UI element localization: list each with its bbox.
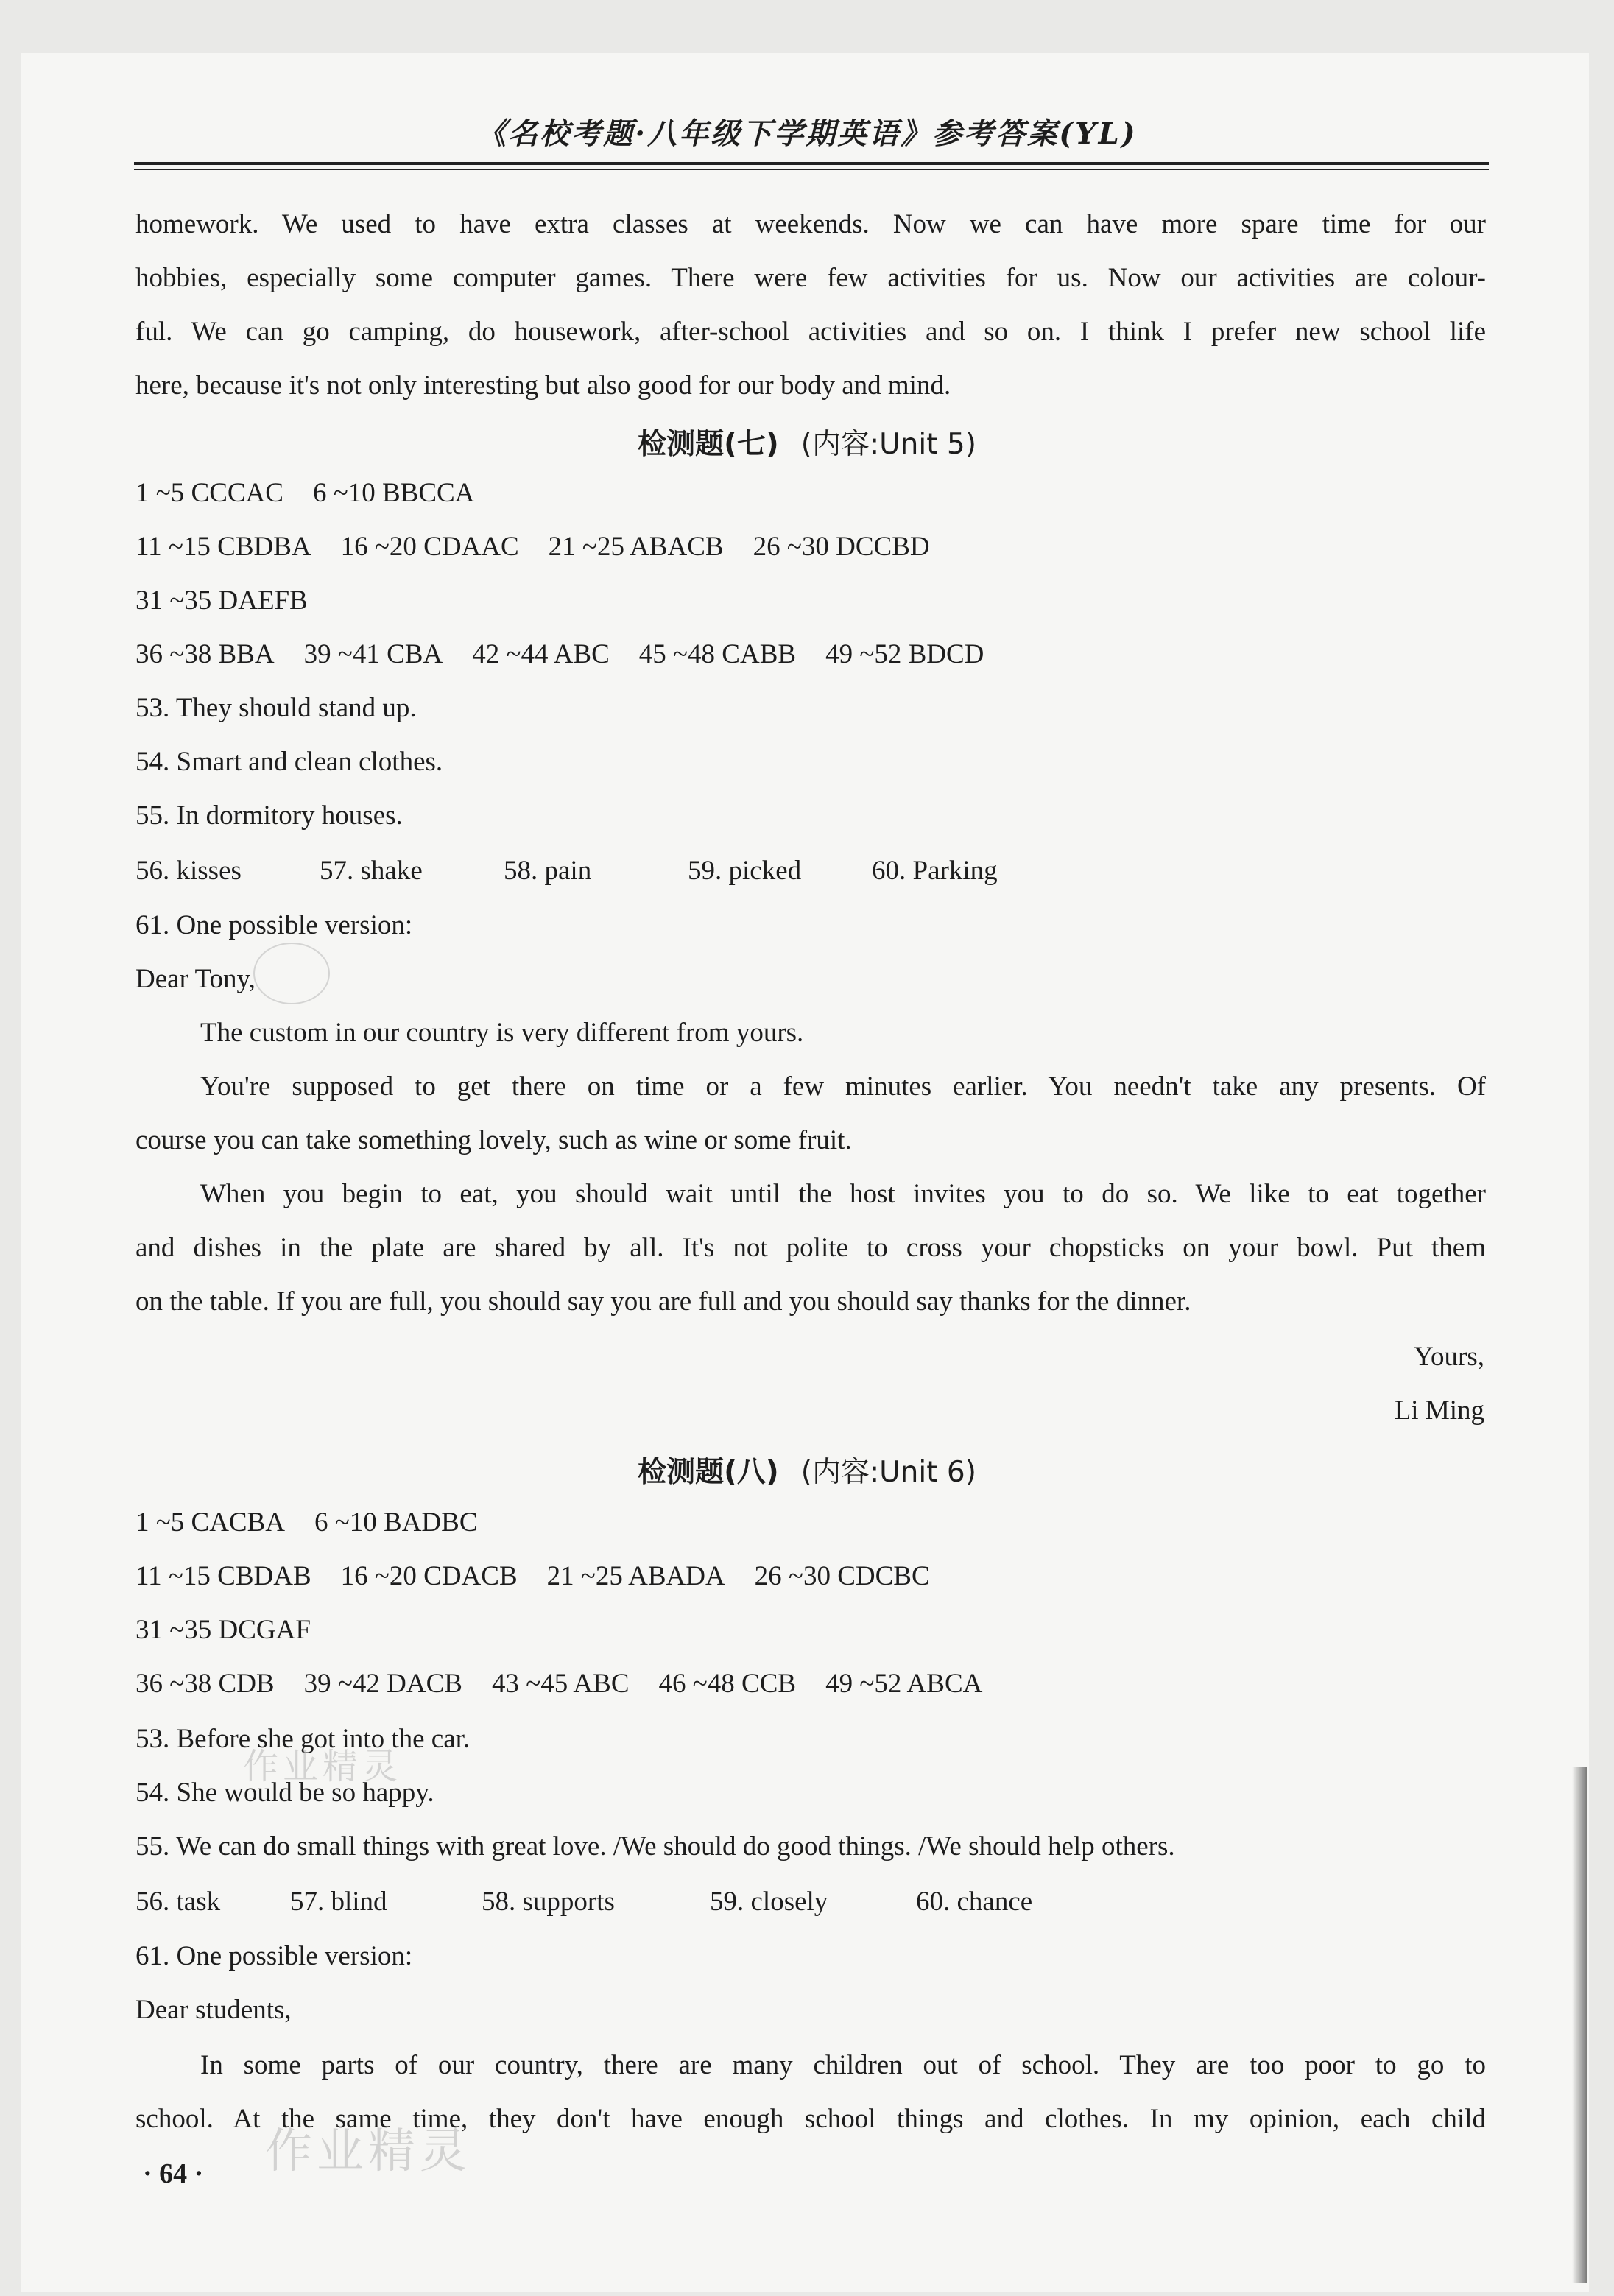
answer-group: 21 ~25 ABACB — [548, 532, 724, 562]
intro-line: here, because it's not only interesting but also good for our body and mind. — [135, 370, 951, 401]
essay-label: 61. One possible version: — [135, 1941, 413, 1971]
section-8-heading — [0, 1449, 1614, 1490]
salutation: Dear students, — [135, 1995, 292, 2025]
essay-line: In some parts of our country, there are many children out of school. They are too poor to go to — [200, 2050, 1486, 2080]
page-edge-shadow — [1572, 1767, 1587, 2283]
fill-blank: 57. blind — [290, 1887, 387, 1917]
short-answer: 54. She would be so happy. — [135, 1778, 434, 1808]
answer-group: 26 ~30 CDCBC — [754, 1561, 930, 1591]
fill-blank: 57. shake — [320, 856, 423, 886]
section-7-title: 检测题(七) — [638, 428, 779, 461]
short-answer: 55. In dormitory houses. — [135, 800, 403, 831]
salutation: Dear Tony, — [135, 964, 256, 994]
answer-group: 26 ~30 DCCBD — [753, 532, 930, 562]
answer-group: 6 ~10 BADBC — [314, 1507, 478, 1538]
essay-line: school. At the same time, they don't have enough school things and clothes. In my opinion, each child — [135, 2104, 1486, 2134]
stamp-mark — [253, 943, 330, 1004]
answer-row — [135, 475, 1486, 512]
watermark: 作业精灵 — [243, 1746, 403, 1787]
section-8-subtitle: (内容:Unit 6) — [800, 1456, 976, 1489]
essay-label: 61. One possible version: — [135, 910, 413, 940]
page-number: · 64 · — [143, 2158, 204, 2189]
fill-blank: 58. pain — [504, 856, 592, 886]
essay-line: course you can take something lovely, such as wine or some fruit. — [135, 1125, 852, 1155]
answer-row — [135, 1558, 1486, 1595]
fill-blank-row — [135, 853, 1486, 890]
answer-group: 31 ~35 DAEFB — [135, 585, 308, 616]
closing: Yours, — [1414, 1342, 1484, 1372]
essay-line: When you begin to eat, you should wait until the host invites you to do so. We like to eat together — [200, 1179, 1486, 1209]
header-rule-thick — [134, 162, 1489, 165]
essay-line: You're supposed to get there on time or a few minutes earlier. You needn't take any presents. Of — [200, 1071, 1486, 1102]
fill-blank: 56. task — [135, 1887, 221, 1917]
answer-group: 11 ~15 CBDBA — [135, 532, 311, 562]
fill-blank: 56. kisses — [135, 856, 242, 886]
signature: Li Ming — [1394, 1395, 1484, 1426]
essay-line: and dishes in the plate are shared by all. It's not polite to cross your chopsticks on your bowl. Put them — [135, 1233, 1486, 1263]
answer-group: 36 ~38 CDB — [135, 1669, 275, 1699]
answer-group: 39 ~41 CBA — [303, 639, 443, 669]
answer-group: 16 ~20 CDAAC — [340, 532, 519, 562]
fill-blank: 60. Parking — [872, 856, 998, 886]
answer-row — [135, 1666, 1486, 1702]
intro-line: ful. We can go camping, do housework, after-school activities and so on. I think I prefer new school life — [135, 317, 1486, 347]
fill-blank: 59. closely — [710, 1887, 828, 1917]
section-8-title: 检测题(八) — [638, 1456, 779, 1489]
fill-blank-row — [135, 1884, 1486, 1920]
answer-group: 45 ~48 CABB — [638, 639, 797, 669]
page-header-title: 《名校考题·八年级下学期英语》参考答案(YL) — [476, 116, 1138, 151]
fill-blank: 58. supports — [482, 1887, 615, 1917]
essay-line: on the table. If you are full, you should say you are full and you should say thanks for the dinner. — [135, 1286, 1191, 1317]
intro-line: hobbies, especially some computer games. There were few activities for us. Now our activities are colour- — [135, 263, 1486, 293]
section-7-heading — [0, 421, 1614, 462]
answer-group: 16 ~20 CDACB — [340, 1561, 518, 1591]
answer-group: 11 ~15 CBDAB — [135, 1561, 311, 1591]
answer-group: 1 ~5 CACBA — [135, 1507, 285, 1538]
answer-group: 42 ~44 ABC — [472, 639, 610, 669]
answer-row — [135, 636, 1486, 673]
section-7-subtitle: (内容:Unit 5) — [800, 428, 976, 461]
answer-row — [135, 1504, 1486, 1541]
short-answer: 55. We can do small things with great love. /We should do good things. /We should help others. — [135, 1831, 1175, 1862]
header-rule-thin — [134, 169, 1489, 170]
answer-group: 46 ~48 CCB — [658, 1669, 797, 1699]
answer-group: 49 ~52 BDCD — [825, 639, 984, 669]
intro-line: homework. We used to have extra classes at weekends. Now we can have more spare time for our — [135, 209, 1486, 239]
answer-group: 43 ~45 ABC — [491, 1669, 630, 1699]
answer-group: 39 ~42 DACB — [303, 1669, 462, 1699]
answer-row — [135, 1612, 1486, 1649]
fill-blank: 60. chance — [916, 1887, 1033, 1917]
answer-group: 21 ~25 ABADA — [546, 1561, 725, 1591]
essay-line: The custom in our country is very different from yours. — [200, 1018, 804, 1048]
answer-group: 6 ~10 BBCCA — [312, 478, 475, 508]
answer-group: 1 ~5 CCCAC — [135, 478, 283, 508]
answer-group: 49 ~52 ABCA — [825, 1669, 983, 1699]
short-answer: 53. They should stand up. — [135, 693, 417, 723]
short-answer: 53. Before she got into the car. — [135, 1724, 471, 1754]
answer-row — [135, 529, 1486, 566]
short-answer: 54. Smart and clean clothes. — [135, 747, 443, 777]
answer-group: 36 ~38 BBA — [135, 639, 275, 669]
fill-blank: 59. picked — [688, 856, 802, 886]
answer-group: 31 ~35 DCGAF — [135, 1615, 311, 1645]
answer-row — [135, 582, 1486, 619]
watermark: 作业精灵 — [265, 2124, 471, 2179]
